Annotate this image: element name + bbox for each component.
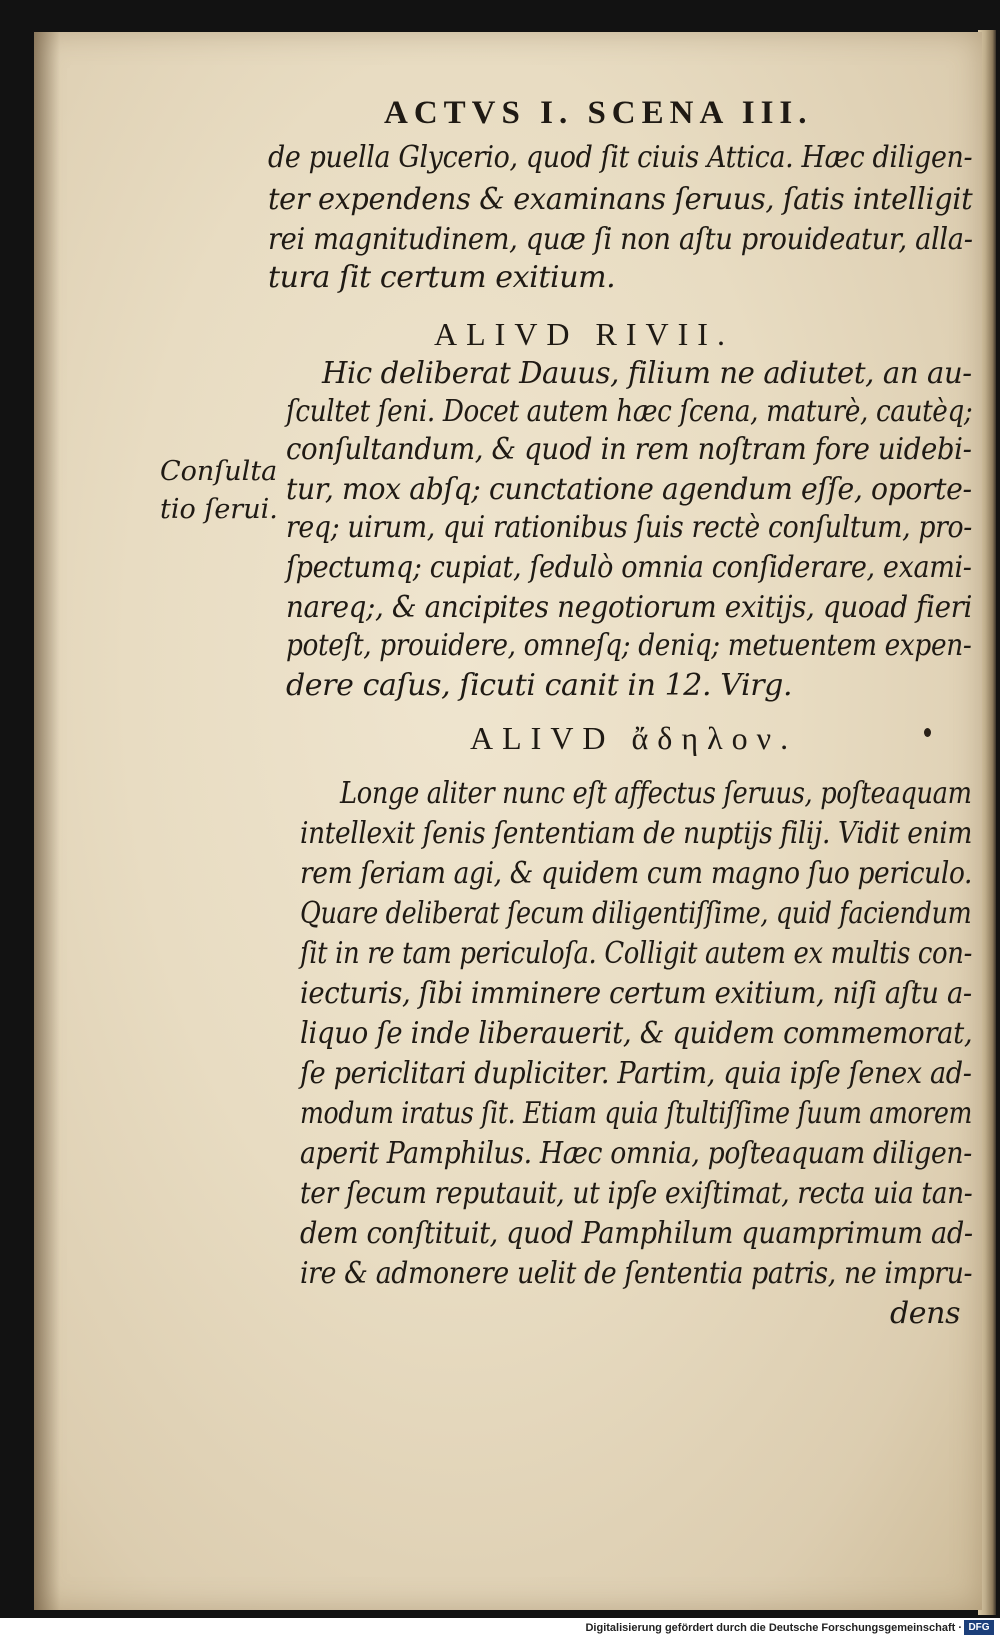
text-line: ſcultet ſeni. Docet autem hæc ſcena, maturè, cautèq; [286, 394, 973, 429]
text-line: ter expendens & examinans ſeruus, ſatis intelligit [268, 182, 973, 217]
dfg-logo: DFG [964, 1620, 994, 1635]
ink-spot [924, 728, 931, 737]
text-line: Quare deliberat ſecum diligentiſſime, quid faciendum [300, 896, 972, 931]
text-line: tura ſit certum exitium. [268, 260, 616, 295]
text-line: iecturis, ſibi imminere certum exitium, niſi aſtu a- [300, 976, 972, 1011]
text-line: modum iratus ſit. Etiam quia ſtultiſſime ſuum amorem [300, 1096, 973, 1131]
text-line: poteſt, prouidere, omneſq; deniq; metuentem expen- [286, 628, 972, 663]
text-line: dem conſtituit, quod Pamphilum quamprimum ad- [300, 1216, 973, 1251]
text-line: req; uirum, qui rationibus ſuis rectè conſultum, pro- [286, 510, 972, 545]
text-line: tur, mox abſq; cunctatione agendum eſſe, oporte- [286, 472, 972, 507]
catchword: dens [890, 1296, 961, 1331]
text-line: ſe periclitari dupliciter. Partim, quia ipſe ſenex ad- [300, 1056, 972, 1091]
text-line: ſit in re tam periculoſa. Colligit autem ex multis con- [300, 936, 973, 971]
text-line: ire & admonere uelit de ſententia patris, ne impru- [300, 1256, 973, 1291]
text-line: rem ſeriam agi, & quidem cum magno ſuo periculo. [300, 856, 973, 891]
text-line: Longe aliter nunc eſt affectus ſeruus, poſteaquam [340, 776, 972, 811]
section-heading: ALIVD ἄδηλον. [470, 720, 798, 756]
marginal-note-line: tio ſerui. [160, 494, 278, 525]
text-line: dere caſus, ſicuti canit in 12. Virg. [286, 668, 793, 703]
footer-credit: Digitalisierung gefördert durch die Deutsche Forschungsgemeinschaft · [585, 1622, 962, 1634]
text-line: nareq;, & ancipites negotiorum exitijs, quoad fieri [286, 590, 973, 625]
gutter-shadow [34, 32, 60, 1610]
text-line: ter ſecum reputauit, ut ipſe exiſtimat, recta uia tan- [300, 1176, 973, 1211]
marginal-note-line: Conſulta [160, 456, 278, 487]
text-line: Hic deliberat Dauus, filium ne adiutet, an au- [322, 356, 972, 391]
text-line: de puella Glycerio, quod ſit ciuis Attica. Hæc diligen- [268, 140, 973, 175]
section-heading: ALIVD RIVII. [434, 316, 734, 352]
text-line: aperit Pamphilus. Hæc omnia, poſteaquam diligen- [300, 1136, 972, 1171]
text-line: liquo ſe inde liberauerit, & quidem commemorat, [300, 1016, 973, 1051]
text-line: ſpectumq; cupiat, ſedulò omnia conſiderare, exami- [286, 550, 972, 585]
text-line: conſultandum, & quod in rem noſtram fore uidebi- [286, 432, 972, 467]
text-line: intellexit ſenis ſententiam de nuptijs filij. Vidit enim [300, 816, 973, 851]
running-head: ACTVS I. SCENA III. [384, 95, 813, 131]
text-line: rei magnitudinem, quæ ſi non aſtu prouideatur, alla- [268, 222, 973, 257]
